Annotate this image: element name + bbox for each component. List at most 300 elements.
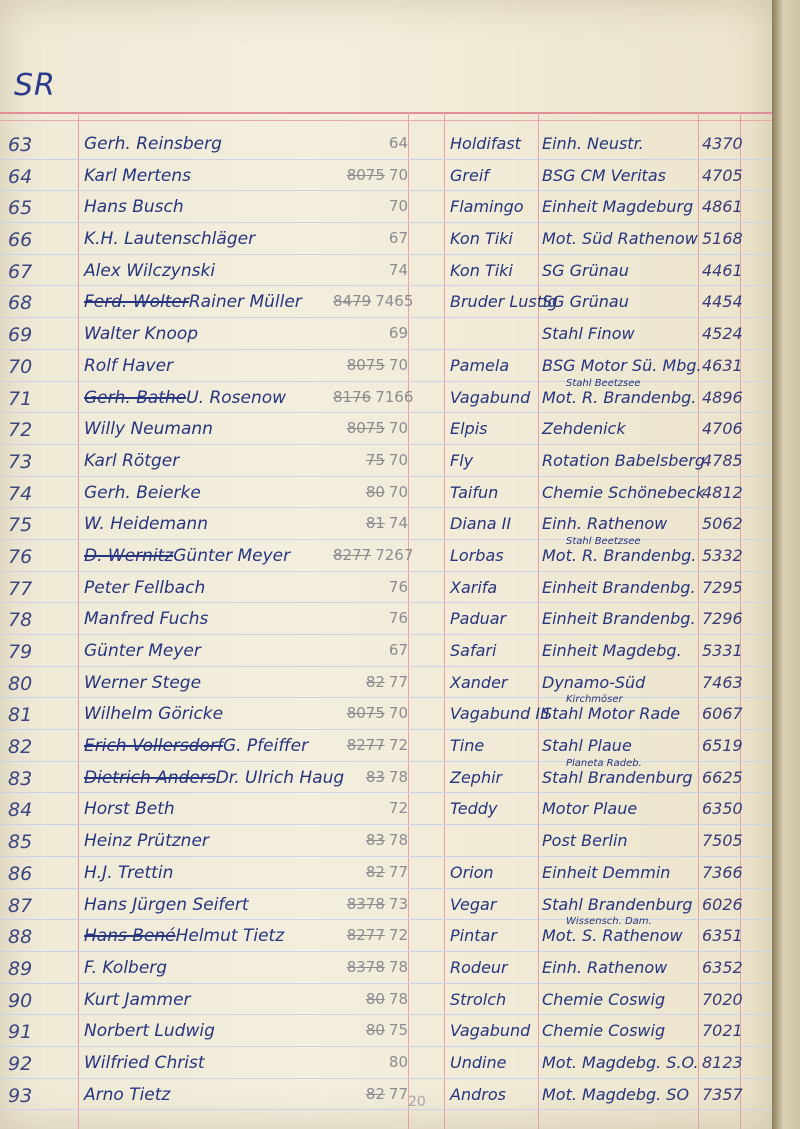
club-name: Chemie Coswig: [542, 1021, 666, 1041]
score-old: 80: [365, 1021, 385, 1040]
row-number: 76: [8, 545, 33, 568]
table-row: [0, 477, 772, 509]
club-note: Wissensch. Dam.: [566, 916, 652, 928]
current-name: Peter Fellbach: [84, 577, 206, 598]
score-current: 70: [388, 419, 408, 438]
current-name: Dr. Ulrich Haug: [215, 767, 345, 788]
club-name: SG Grünau: [542, 292, 629, 312]
score-old: 8075: [346, 419, 385, 438]
score-current: 7166: [375, 387, 414, 406]
entry-code: 4896: [702, 387, 743, 407]
table-row: [0, 793, 772, 825]
rider-name: [84, 1021, 215, 1041]
club-name: BSG CM Veritas: [542, 165, 666, 185]
current-name: W. Heidemann: [84, 514, 208, 535]
horse-name: Rodeur: [450, 957, 508, 977]
rider-name: [84, 799, 175, 819]
score-values: [330, 419, 408, 437]
score-current: 67: [388, 641, 408, 659]
score-values: [330, 514, 408, 532]
current-name: K.H. Lautenschläger: [84, 229, 256, 250]
table-row: [0, 825, 772, 857]
club-name: Dynamo-Süd: [542, 672, 646, 692]
rider-name: [84, 736, 308, 756]
row-number: 66: [8, 229, 33, 252]
club-name: Einheit Magdebg.: [542, 641, 682, 660]
rider-name: [84, 514, 208, 534]
score-values: [330, 1085, 408, 1103]
table-row: [0, 508, 772, 540]
score-current: 73: [388, 894, 408, 913]
current-name: Karl Mertens: [84, 165, 191, 186]
score-values: [330, 483, 408, 501]
rider-name: [84, 483, 201, 503]
current-name: Helmut Tietz: [175, 926, 285, 947]
current-name: Alex Wilczynski: [84, 260, 216, 281]
score-values: [330, 990, 408, 1008]
score-old: 8277: [346, 926, 385, 945]
entry-code: 6352: [702, 957, 743, 977]
horse-name: Holdifast: [450, 134, 521, 153]
rider-name: [84, 768, 344, 788]
header-rule-secondary: [0, 120, 772, 121]
rider-name: [84, 324, 198, 344]
score-old: 80: [365, 989, 385, 1008]
table-row: [0, 603, 772, 635]
current-name: Gerh. Beierke: [84, 482, 201, 503]
score-values: [330, 736, 408, 754]
score-values: [330, 292, 414, 311]
table-row: [0, 128, 772, 160]
rider-name: [84, 388, 286, 408]
score-current: 7267: [375, 545, 414, 564]
table-row: [0, 916, 772, 952]
row-number: 70: [8, 355, 33, 378]
row-number: 85: [8, 831, 33, 854]
club-note: Planeta Radeb.: [566, 757, 642, 769]
entry-code: 8123: [702, 1052, 743, 1072]
table-row: [0, 535, 772, 572]
entry-code: 4705: [702, 165, 743, 185]
rider-name: [84, 419, 213, 439]
row-number: 81: [8, 704, 33, 727]
score-current: 72: [388, 736, 408, 755]
page-title: SR: [14, 68, 56, 103]
club-name: Chemie Schönebeck: [542, 482, 706, 502]
score-current: 69: [388, 324, 408, 343]
entry-code: 4631: [702, 355, 743, 375]
score-values: [330, 451, 408, 469]
current-name: Arno Tietz: [84, 1084, 171, 1105]
score-values: [330, 799, 408, 817]
club-name: Einheit Demmin: [542, 862, 671, 882]
club-name: Einheit Brandenbg.: [542, 609, 696, 629]
entry-code: 5331: [702, 641, 743, 660]
score-old: 8176: [333, 387, 372, 406]
table-row: [0, 1015, 772, 1047]
table-row: [0, 1079, 772, 1111]
rider-name: [84, 641, 201, 661]
table-row: [0, 377, 772, 414]
score-current: 74: [388, 514, 408, 533]
entry-code: 6351: [702, 926, 743, 946]
entry-code: 7020: [702, 989, 743, 1009]
rider-name: [84, 261, 215, 281]
current-name: Wilhelm Göricke: [84, 704, 224, 725]
current-name: Manfred Fuchs: [84, 609, 209, 630]
horse-name: Undine: [450, 1052, 507, 1072]
score-values: [330, 197, 408, 215]
table-row: [0, 857, 772, 889]
current-name: U. Rosenow: [186, 387, 287, 408]
club-name: Mot. Magdebg. S.O.: [542, 1052, 699, 1072]
horse-name: Elpis: [450, 419, 488, 439]
club-name: Mot. Süd Rathenow: [542, 229, 698, 249]
score-values: [330, 863, 408, 881]
horse-name: Bruder Lustig: [450, 292, 558, 312]
current-name: H.J. Trettin: [84, 862, 174, 883]
club-note: Stahl Beetzsee: [566, 535, 641, 547]
horse-name: Teddy: [450, 799, 498, 819]
entry-code: 7021: [702, 1021, 743, 1041]
horse-name: Safari: [450, 641, 497, 660]
club-name: Stahl Finow: [542, 324, 635, 344]
current-name: G. Pfeiffer: [222, 736, 309, 757]
score-old: 8378: [346, 957, 385, 976]
score-current: 70: [388, 165, 408, 184]
rider-name: [84, 990, 191, 1010]
next-page-edge: [772, 0, 800, 1129]
rider-name: [84, 578, 205, 598]
club-name: Einh. Neustr.: [542, 134, 644, 153]
horse-name: Greif: [450, 165, 489, 185]
entry-code: 4812: [702, 482, 743, 502]
row-number: 93: [8, 1084, 33, 1107]
current-name: Karl Rötger: [84, 450, 180, 471]
horse-name: Orion: [450, 862, 494, 882]
horse-name: Fly: [450, 450, 474, 470]
horse-name: Kon Tiki: [450, 229, 513, 249]
club-name: Einh. Rathenow: [542, 957, 668, 977]
current-name: Hans Busch: [84, 197, 184, 218]
horse-name: Vagabund: [450, 387, 531, 407]
score-current: 70: [388, 355, 408, 374]
current-name: Heinz Prützner: [84, 831, 209, 852]
club-name: Mot. R. Brandenbg.: [542, 387, 697, 407]
horse-name: Kon Tiki: [450, 260, 513, 280]
club-name: Mot. S. Rathenow: [542, 926, 683, 946]
score-current: 70: [388, 450, 408, 469]
score-old: 8277: [346, 736, 385, 755]
score-old: 82: [365, 672, 385, 691]
table-row: [0, 223, 772, 255]
struck-name: Ferd. Wolter: [84, 292, 189, 313]
row-number: 89: [8, 957, 33, 980]
club-name: BSG Motor Sü. Mbg.: [542, 355, 702, 375]
horse-name: Andros: [450, 1084, 506, 1104]
current-name: Hans Jürgen Seifert: [84, 894, 249, 915]
table-row: [0, 1047, 772, 1079]
row-number: 88: [8, 926, 33, 949]
entry-code: 5332: [702, 545, 743, 565]
club-note: Stahl Beetzsee: [566, 377, 641, 389]
score-current: 72: [388, 926, 408, 945]
entry-code: 6026: [702, 894, 743, 914]
horse-name: Xander: [450, 672, 508, 692]
ledger-rows: [0, 128, 772, 1110]
table-row: [0, 572, 772, 604]
horse-name: Zephir: [450, 767, 503, 787]
score-old: 81: [365, 514, 385, 533]
horse-name: Lorbas: [450, 545, 504, 565]
score-current: 78: [388, 989, 408, 1008]
rider-name: [84, 356, 173, 376]
row-number: 83: [8, 767, 33, 790]
score-values: [330, 324, 408, 342]
entry-code: 7366: [702, 862, 743, 882]
current-name: Günter Meyer: [173, 545, 291, 566]
entry-code: 4461: [702, 260, 743, 280]
entry-code: 6519: [702, 736, 743, 756]
current-name: Willy Neumann: [84, 419, 213, 440]
current-name: Wilfried Christ: [84, 1052, 205, 1073]
score-old: 82: [365, 1084, 385, 1103]
table-row: [0, 350, 772, 382]
score-current: 7465: [375, 292, 414, 311]
rider-name: [84, 292, 302, 312]
entry-code: 4454: [702, 292, 743, 312]
score-old: 8277: [333, 545, 372, 564]
score-values: [330, 1053, 408, 1071]
struck-name: Erich Vollersdorf: [84, 736, 223, 757]
struck-name: D. Wernitz: [84, 545, 174, 566]
entry-code: 7463: [702, 672, 743, 692]
club-note: Kirchmöser: [566, 694, 623, 706]
club-name: Mot. Magdebg. SO: [542, 1084, 690, 1104]
horse-name: Xarifa: [450, 577, 498, 597]
club-name: Einh. Rathenow: [542, 514, 668, 534]
current-name: F. Kolberg: [84, 957, 168, 978]
page-footer-number: 20: [408, 1094, 426, 1110]
horse-name: Tine: [450, 736, 485, 756]
club-name: Post Berlin: [542, 831, 628, 851]
row-number: 86: [8, 862, 33, 885]
score-old: 83: [365, 831, 385, 850]
score-current: 74: [388, 260, 408, 279]
row-number: 63: [8, 134, 33, 156]
table-row: [0, 318, 772, 350]
rider-name: [84, 673, 201, 693]
score-current: 78: [388, 767, 408, 786]
rider-name: [84, 1053, 205, 1073]
table-row: [0, 730, 772, 762]
entry-code: 4861: [702, 197, 743, 217]
club-name: Rotation Babelsberg: [542, 450, 706, 470]
row-number: 74: [8, 482, 33, 505]
row-number: 82: [8, 736, 33, 759]
score-values: [330, 895, 408, 913]
score-current: 64: [388, 134, 408, 152]
entry-code: 4370: [702, 134, 743, 153]
table-row: [0, 413, 772, 445]
score-old: 83: [365, 767, 385, 786]
row-number: 91: [8, 1021, 33, 1044]
score-values: [330, 578, 408, 596]
club-name: Stahl Motor Rade: [542, 704, 681, 724]
score-values: [330, 704, 408, 722]
row-number: 65: [8, 197, 33, 220]
table-row: [0, 694, 772, 730]
rider-name: [84, 1085, 170, 1105]
club-name: Chemie Coswig: [542, 989, 666, 1009]
current-name: Gerh. Reinsberg: [84, 134, 222, 154]
rider-name: [84, 958, 167, 978]
row-number: 78: [8, 609, 33, 632]
score-current: 76: [388, 577, 408, 596]
score-values: [330, 673, 408, 691]
rider-name: [84, 895, 249, 915]
row-number: 69: [8, 324, 33, 347]
current-name: Horst Beth: [84, 799, 175, 820]
rider-name: [84, 134, 222, 154]
entry-code: 4524: [702, 324, 743, 344]
score-old: 82: [365, 862, 385, 881]
score-values: [330, 261, 408, 279]
row-number: 71: [8, 387, 33, 410]
row-number: 80: [8, 672, 33, 695]
table-row: [0, 255, 772, 287]
score-values: [330, 545, 414, 564]
rider-name: [84, 451, 179, 471]
score-current: 77: [388, 1084, 408, 1103]
score-current: 77: [388, 672, 408, 691]
horse-name: Flamingo: [450, 197, 524, 217]
table-row: [0, 286, 772, 318]
club-name: Stahl Brandenburg: [542, 767, 693, 787]
horse-name: Strolch: [450, 989, 507, 1009]
score-values: [330, 768, 408, 786]
score-old: 8378: [346, 894, 385, 913]
score-values: [330, 356, 408, 374]
score-old: 8075: [346, 355, 385, 374]
table-row: [0, 635, 772, 667]
club-name: Zehdenick: [542, 419, 626, 439]
score-old: 80: [365, 482, 385, 501]
current-name: Kurt Jammer: [84, 989, 191, 1010]
score-values: [330, 958, 408, 976]
row-number: 68: [8, 292, 33, 315]
row-number: 79: [8, 641, 33, 663]
score-old: 8075: [346, 704, 385, 723]
current-name: Werner Stege: [84, 672, 202, 693]
score-values: [330, 641, 408, 659]
rider-name: [84, 546, 290, 566]
current-name: Norbert Ludwig: [84, 1021, 215, 1042]
rider-name: [84, 863, 173, 883]
score-values: [330, 831, 408, 849]
row-number: 64: [8, 165, 33, 188]
header-rule: [0, 112, 772, 114]
club-name: SG Grünau: [542, 260, 629, 280]
score-current: 70: [388, 704, 408, 723]
struck-name: Hans Bené: [84, 926, 176, 947]
table-row: [0, 984, 772, 1016]
score-current: 70: [388, 197, 408, 216]
score-current: 72: [388, 799, 408, 818]
score-current: 70: [388, 482, 408, 501]
row-number: 67: [8, 260, 33, 283]
rider-name: [84, 704, 223, 724]
horse-name: Pintar: [450, 926, 497, 946]
entry-code: 7505: [702, 831, 743, 851]
struck-name: Gerh. Bathe: [84, 387, 187, 408]
club-name: Motor Plaue: [542, 799, 638, 819]
score-current: 80: [388, 1052, 408, 1071]
club-name: Einheit Magdeburg: [542, 197, 694, 217]
table-row: [0, 445, 772, 477]
score-current: 78: [388, 831, 408, 850]
entry-code: 6067: [702, 704, 743, 724]
row-number: 90: [8, 989, 33, 1012]
horse-name: Diana II: [450, 514, 512, 534]
entry-code: 7296: [702, 609, 743, 629]
score-values: [330, 609, 408, 627]
club-name: Mot. R. Brandenbg.: [542, 545, 697, 565]
horse-name: Vegar: [450, 894, 497, 914]
row-number: 92: [8, 1052, 33, 1075]
row-number: 75: [8, 514, 33, 537]
score-old: 75: [365, 450, 385, 469]
score-values: [330, 166, 408, 184]
club-name: Einheit Brandenbg.: [542, 577, 696, 597]
horse-name: Paduar: [450, 609, 507, 629]
entry-code: 6350: [702, 799, 743, 819]
horse-name: Pamela: [450, 355, 510, 375]
row-number: 73: [8, 450, 33, 473]
rider-name: [84, 197, 184, 217]
score-current: 77: [388, 862, 408, 881]
current-name: Günter Meyer: [84, 641, 201, 661]
score-old: 8075: [346, 165, 385, 184]
current-name: Rolf Haver: [84, 355, 174, 376]
score-values: [330, 926, 408, 944]
struck-name: Dietrich Anders: [84, 767, 216, 788]
table-row: [0, 952, 772, 984]
entry-code: 4785: [702, 450, 743, 470]
horse-name: Taifun: [450, 482, 499, 502]
score-values: [330, 1021, 408, 1039]
score-values: [330, 134, 408, 152]
entry-code: 7295: [702, 577, 743, 597]
horse-name: Vagabund: [450, 1021, 531, 1041]
table-row: [0, 160, 772, 192]
score-current: 76: [388, 609, 408, 628]
entry-code: 6625: [702, 767, 743, 787]
entry-code: 5168: [702, 229, 743, 249]
score-values: [330, 387, 414, 406]
score-current: 75: [388, 1021, 408, 1040]
entry-code: 7357: [702, 1084, 743, 1104]
score-values: [330, 229, 408, 247]
rider-name: [84, 166, 191, 186]
score-current: 78: [388, 957, 408, 976]
row-number: 84: [8, 799, 33, 822]
rider-name: [84, 926, 284, 946]
rider-name: [84, 609, 208, 629]
rider-name: [84, 229, 255, 249]
table-row: [0, 191, 772, 223]
table-row: [0, 757, 772, 794]
